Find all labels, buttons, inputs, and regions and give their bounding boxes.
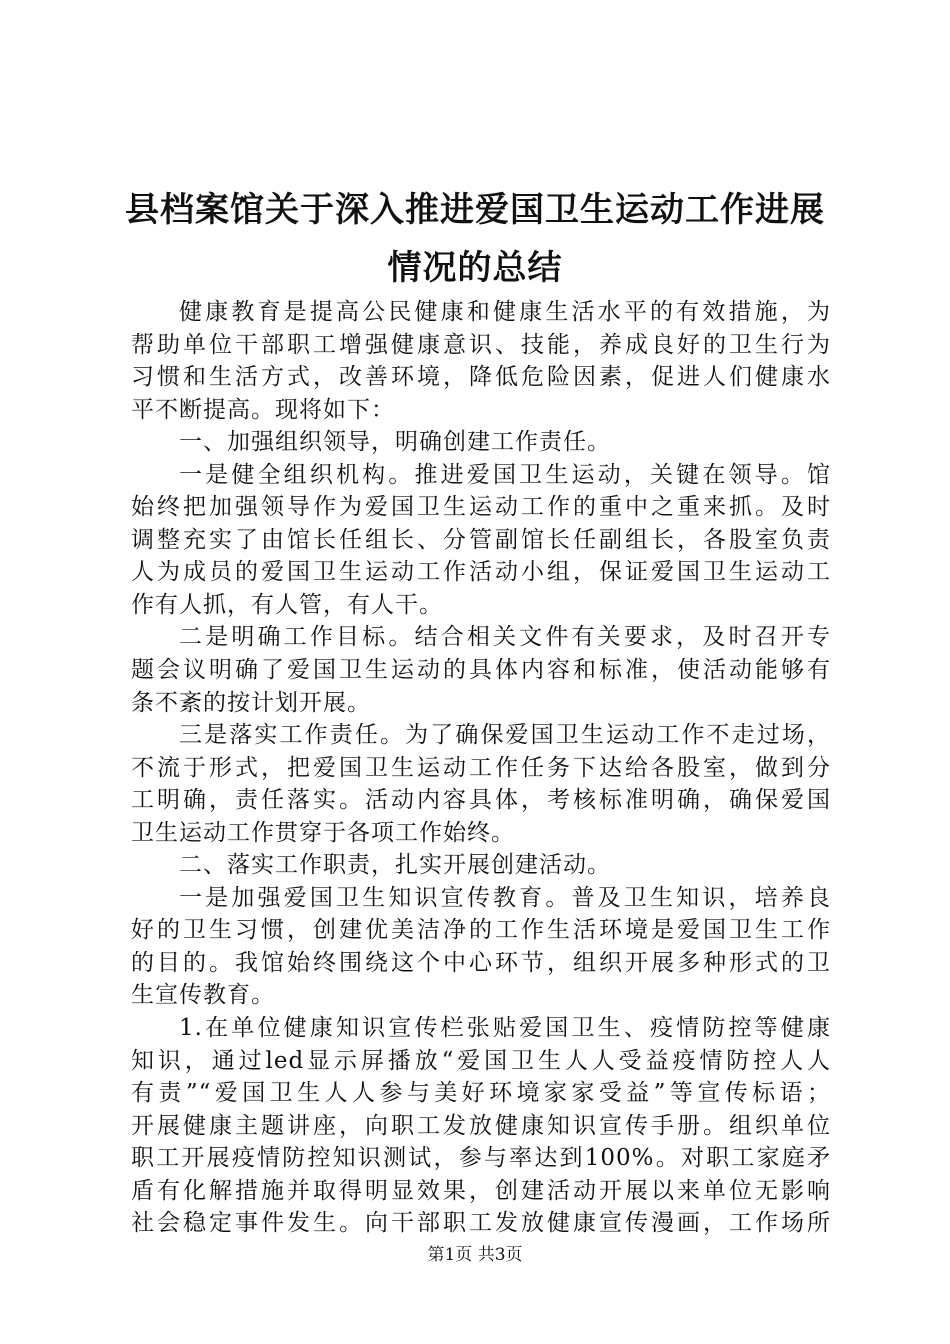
body-line: 三是落实工作责任。为了确保爱国卫生运动工作不走过场， <box>179 722 831 749</box>
body-line: 一是加强爱国卫生知识宣传教育。普及卫生知识，培养良 <box>179 884 831 911</box>
body-line: 人为成员的爱国卫生运动工作活动小组，保证爱国卫生运动工 <box>131 559 831 586</box>
body-line: 健康教育是提高公民健康和健康生活水平的有效措施，为 <box>179 299 831 325</box>
body-line: 一是健全组织机构。推进爱国卫生运动，关键在领导。馆 <box>179 461 831 488</box>
body-line: 条不紊的按计划开展。 <box>131 689 371 716</box>
body-line: 二、落实工作职责，扎实开展创建活动。 <box>179 852 611 879</box>
body-line: 1.在单位健康知识宣传栏张贴爱国卫生、疫情防控等健康 <box>179 1015 831 1042</box>
body-line: 有责”“爱国卫生人人参与美好环境家家受益”等宣传标语； <box>131 1080 831 1107</box>
body-line: 的目的。我馆始终围绕这个中心环节，组织开展多种形式的卫 <box>131 949 831 976</box>
body-line: 知识，通过led显示屏播放“爱国卫生人人受益疫情防控人人 <box>131 1047 831 1074</box>
body-line: 始终把加强领导作为爱国卫生运动工作的重中之重来抓。及时 <box>131 494 831 521</box>
body-line: 开展健康主题讲座，向职工发放健康知识宣传手册。组织单位 <box>131 1112 831 1139</box>
body-line: 题会议明确了爱国卫生运动的具体内容和标准，使活动能够有 <box>131 657 831 684</box>
document-title-line-1: 县档案馆关于深入推进爱国卫生运动工作进展 <box>125 190 825 230</box>
body-line: 社会稳定事件发生。向干部职工发放健康宣传漫画，工作场所 <box>131 1210 831 1237</box>
document-body <box>131 296 831 1240</box>
body-line: 一、加强组织领导，明确创建工作责任。 <box>179 429 611 456</box>
body-line: 工明确，责任落实。活动内容具体，考核标准明确，确保爱国 <box>131 787 831 814</box>
body-line: 不流于形式，把爱国卫生运动工作任务下达给各股室，做到分 <box>131 754 831 781</box>
body-line: 好的卫生习惯，创建优美洁净的工作生活环境是爱国卫生工作 <box>131 917 831 944</box>
body-line: 职工开展疫情防控知识测试，参与率达到100%。对职工家庭矛 <box>131 1145 831 1172</box>
body-line: 作有人抓，有人管，有人干。 <box>131 591 443 618</box>
body-line: 盾有化解措施并取得明显效果，创建活动开展以来单位无影响 <box>131 1177 831 1204</box>
body-line: 调整充实了由馆长任组长、分管副馆长任副组长，各股室负责 <box>131 526 831 553</box>
document-title-line-2: 情况的总结 <box>387 248 563 288</box>
page-footer: 第1页 共3页 <box>427 1245 523 1265</box>
body-line: 帮助单位干部职工增强健康意识、技能，养成良好的卫生行为 <box>131 331 831 358</box>
body-line: 生宣传教育。 <box>131 982 275 1009</box>
body-line: 平不断提高。现将如下： <box>131 396 395 423</box>
body-line: 二是明确工作目标。结合相关文件有关要求，及时召开专 <box>179 624 831 651</box>
body-line: 习惯和生活方式，改善环境，降低危险因素，促进人们健康水 <box>131 364 831 391</box>
body-line: 卫生运动工作贯穿于各项工作始终。 <box>131 819 515 846</box>
